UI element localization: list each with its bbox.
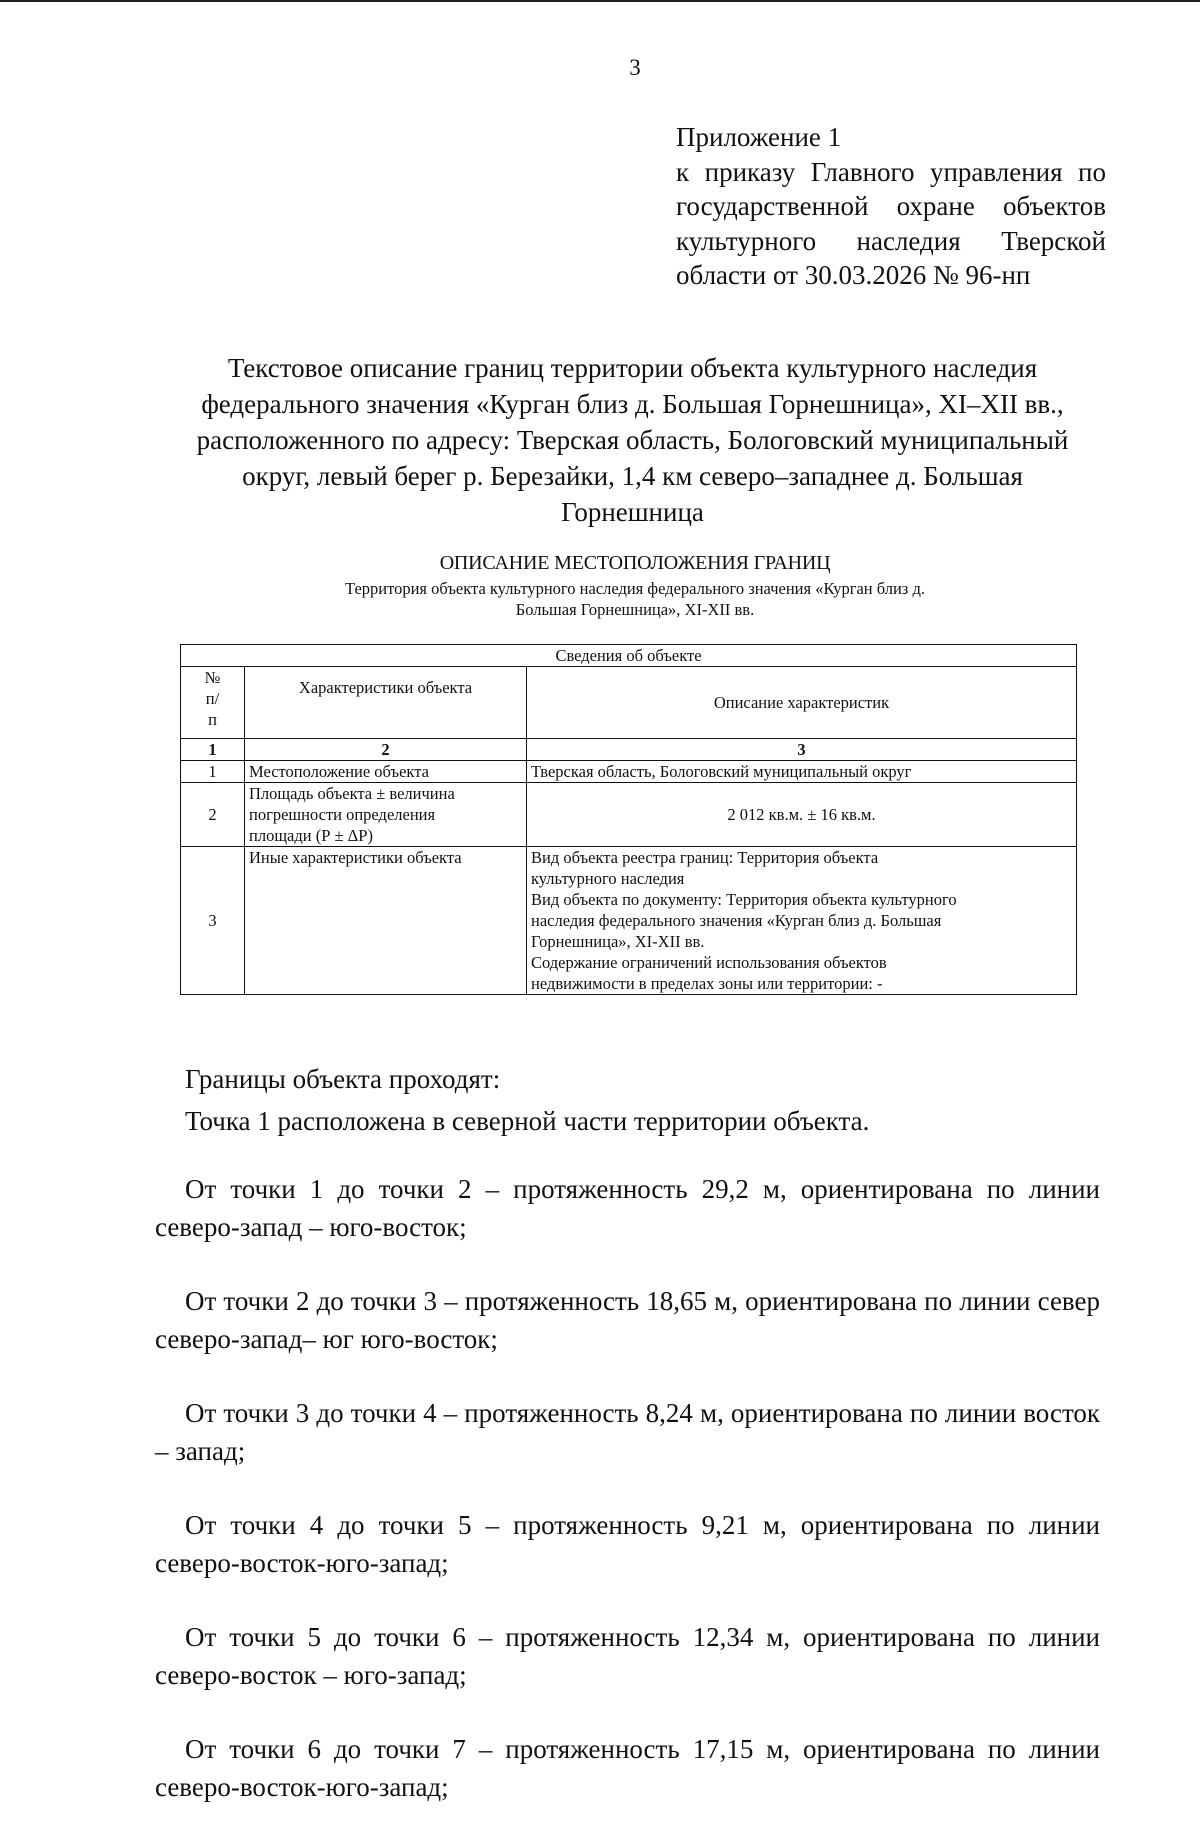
row-characteristic: Местоположение объекта <box>245 761 527 783</box>
boundary-segment: От точки 6 до точки 7 – протяженность 17,15 м, ориентирована по линии северо-восток-юго-запад; <box>155 1734 1100 1802</box>
table-header-row <box>181 667 1077 739</box>
section-subtitle-line-2: Большая Горнешница», XI-XII вв. <box>515 600 755 619</box>
column-index-3: 3 <box>527 739 1077 761</box>
row-description-line-2: культурного наследия <box>531 869 685 888</box>
title-line-3: расположенного по адресу: Тверская область, Бологовский муниципальный <box>196 425 1069 455</box>
section-subtitle-line-1: Территория объекта культурного наследия федерального значения «Курган близ д. <box>345 579 925 598</box>
table-group-header: Сведения об объекте <box>181 645 1077 667</box>
row-description-line-5: Горнешница», XI-XII вв. <box>531 932 705 951</box>
column-header-number-line-2: п/ <box>205 689 220 708</box>
appendix-line-3: государственной охране объектов <box>676 191 1106 221</box>
row-description: 2 012 кв.м. ± 16 кв.м. <box>527 783 1077 847</box>
title-line-1: Текстовое описание границ территории объекта культурного наследия <box>227 353 1038 383</box>
row-description: Тверская область, Бологовский муниципальный округ <box>527 761 1077 783</box>
row-description-line-1: Вид объекта реестра границ: Территория объекта <box>531 848 879 867</box>
appendix-line-5: области от 30.03.2026 № 96-нп <box>676 260 1031 290</box>
row-description-line-6: Содержание ограничений использования объектов <box>531 953 887 972</box>
row-description-line-4: наследия федерального значения «Курган близ д. Большая <box>531 911 942 930</box>
page-top-edge <box>0 0 1200 2</box>
row-characteristic-line-3: площади (Р ± ΔР) <box>249 826 373 845</box>
column-index-1: 1 <box>181 739 245 761</box>
document-title <box>150 350 1115 530</box>
row-description-line-3: Вид объекта по документу: Территория объекта культурного <box>531 890 957 909</box>
column-header-number <box>181 667 245 739</box>
row-number: 2 <box>181 783 245 847</box>
row-number: 1 <box>181 761 245 783</box>
row-characteristic <box>245 783 527 847</box>
section-title: ОПИСАНИЕ МЕСТОПОЛОЖЕНИЯ ГРАНИЦ <box>439 552 831 574</box>
appendix-block <box>676 120 1106 293</box>
column-header-number-line-3: п <box>208 710 217 729</box>
title-line-5: Горнешница <box>561 497 704 527</box>
table-group-header-row <box>181 645 1077 667</box>
column-index-2: 2 <box>245 739 527 761</box>
table-row <box>181 761 1077 783</box>
boundary-segment: От точки 5 до точки 6 – протяженность 12,34 м, ориентирована по линии северо-восток – юго-запад; <box>155 1622 1100 1690</box>
boundary-description <box>155 1060 1100 1842</box>
row-description <box>527 847 1077 995</box>
boundary-segment: От точки 2 до точки 3 – протяженность 18,65 м, ориентирована по линии север северо-запад– юг юго-восток; <box>155 1286 1100 1354</box>
column-header-characteristics: Характеристики объекта <box>245 667 527 739</box>
row-characteristic-line-2: погрешности определения <box>249 805 436 824</box>
object-info-table <box>180 644 1077 995</box>
boundary-intro: Границы объекта проходят: <box>185 1064 501 1094</box>
column-header-number-line-1: № <box>204 668 221 687</box>
boundary-start-point: Точка 1 расположена в северной части территории объекта. <box>185 1106 870 1136</box>
boundary-segment: От точки 4 до точки 5 – протяженность 9,21 м, ориентирована по линии северо-восток-юго-запад; <box>155 1510 1100 1578</box>
appendix-line-4: культурного наследия Тверской <box>676 225 1106 256</box>
table-index-row <box>181 739 1077 761</box>
title-line-4: округ, левый берег р. Березайки, 1,4 км северо–западнее д. Большая <box>242 461 1023 491</box>
section-subtitle <box>255 578 1015 620</box>
appendix-line-1: Приложение 1 <box>676 122 842 152</box>
row-number: 3 <box>181 847 245 995</box>
row-description-line-7: недвижимости в пределах зоны или территории: - <box>531 974 883 993</box>
boundary-segment: От точки 1 до точки 2 – протяженность 29,2 м, ориентирована по линии северо-запад – юго-восток; <box>155 1174 1100 1242</box>
boundary-segment: От точки 3 до точки 4 – протяженность 8,24 м, ориентирована по линии восток – запад; <box>155 1398 1100 1466</box>
row-characteristic-line-1: Площадь объекта ± величина <box>249 784 455 803</box>
title-line-2: федерального значения «Курган близ д. Большая Горнешница», XI–XII вв., <box>201 389 1064 419</box>
table-row <box>181 847 1077 995</box>
appendix-line-2: к приказу Главного управления по <box>676 156 1106 187</box>
page-number: 3 <box>629 55 641 80</box>
row-characteristic: Иные характеристики объекта <box>245 847 527 995</box>
column-header-description: Описание характеристик <box>527 667 1077 739</box>
table-row <box>181 783 1077 847</box>
section-header <box>170 550 1100 620</box>
